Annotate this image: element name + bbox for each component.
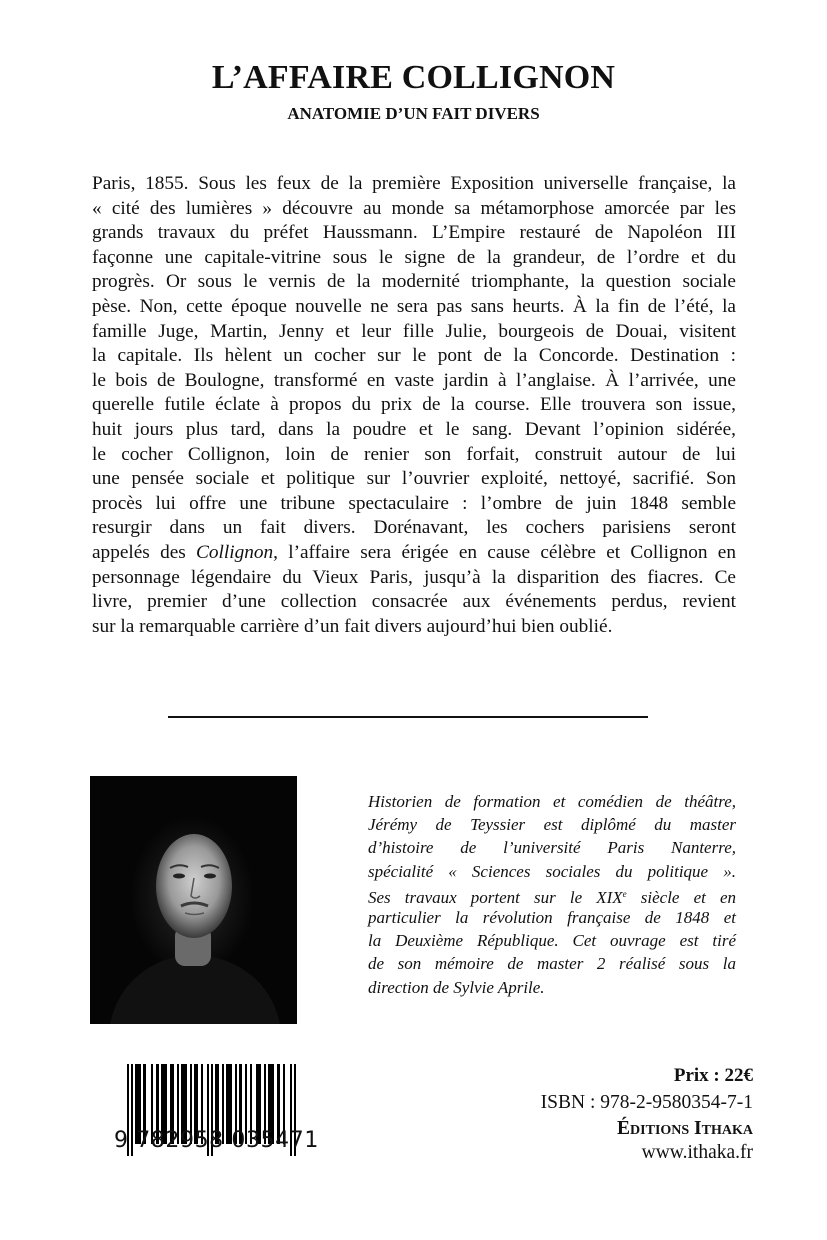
blurb-line-with-italic xyxy=(92,541,736,566)
blurb-line: livre, premier d’une collection consacrée aux événements perdus, revient xyxy=(92,591,736,613)
blurb-line: Paris, 1855. Sous les feux de la première Exposition universelle française, la xyxy=(92,173,736,194)
back-cover-blurb xyxy=(92,172,736,639)
blurb-line: « cité des lumières » découvre au monde sa métamorphose amorcée par les xyxy=(92,197,736,219)
blurb-line: une pensée sociale et politique sur l’ouvrier exploité, nettoyé, sacrifié. Son xyxy=(92,468,736,490)
blurb-line: grands travaux du préfet Haussmann. L’Empire restauré de Napoléon III xyxy=(92,222,736,244)
bio-text: siècle et en xyxy=(626,887,736,907)
bio-line: Historien de formation et comédien de théâtre, xyxy=(368,792,736,811)
publisher-name: Éditions Ithaka xyxy=(617,1118,753,1139)
bio-line: direction de Sylvie Aprile. xyxy=(368,977,545,997)
bio-line: spécialité « Sciences sociales du politique ». xyxy=(368,861,736,881)
bio-line: Jérémy de Teyssier est diplômé du master xyxy=(368,815,736,835)
blurb-text: appelés des xyxy=(92,541,197,563)
book-subtitle: ANATOMIE D’UN FAIT DIVERS xyxy=(287,104,540,123)
century-superscript: e xyxy=(622,888,627,899)
book-title: L’AFFAIRE COLLIGNON xyxy=(211,59,616,96)
blurb-line: procès lui offre une tribune spectaculaire : l’ombre de juin 1848 semble xyxy=(92,492,736,514)
blurb-line: sur la remarquable carrière d’un fait divers aujourd’hui bien oublié. xyxy=(92,615,613,637)
blurb-line: resurgir dans un fait divers. Dorénavant, les cochers parisiens seront xyxy=(92,517,736,539)
price-label: Prix : 22€ xyxy=(673,1065,753,1086)
blurb-line: la capitale. Ils hèlent un cocher sur le pont de la Concorde. Destination : xyxy=(92,345,736,367)
bio-line-with-superscript xyxy=(368,883,736,906)
author-portrait-icon xyxy=(90,776,297,1024)
author-bio xyxy=(368,790,736,999)
bio-text: Ses travaux portent sur le XIX xyxy=(368,887,623,907)
barcode-digits: 9 782958 035471 xyxy=(114,1128,319,1153)
isbn-label: ISBN : 978-2-9580354-7-1 xyxy=(540,1092,753,1113)
blurb-italic-name: Collignon xyxy=(196,541,274,563)
bio-line: la Deuxième République. Cet ouvrage est tiré xyxy=(368,931,736,951)
publication-info xyxy=(453,1063,753,1165)
bio-line: de son mémoire de master 2 réalisé sous la xyxy=(368,954,736,974)
author-photo xyxy=(90,776,297,1024)
blurb-line: querelle futile éclate à propos du prix de la course. Elle trouvera son issue, xyxy=(92,394,736,416)
blurb-line: famille Juge, Martin, Jenny et leur fille Julie, bourgeois de Douai, visitent xyxy=(92,320,736,342)
blurb-text: , l’affaire sera érigée en cause célèbre et Collignon en xyxy=(273,541,736,563)
blurb-line: le cocher Collignon, loin de renier son forfait, construit autour de lui xyxy=(92,443,736,465)
blurb-line: façonne une capitale-vitrine sous le signe de la grandeur, de l’ordre et du xyxy=(92,246,736,268)
blurb-line: personnage légendaire du Vieux Paris, jusqu’à la disparition des fiacres. Ce xyxy=(92,566,736,588)
blurb-line: huit jours plus tard, dans la poudre et le sang. Devant l’opinion sidérée, xyxy=(92,418,736,440)
blurb-line: le bois de Boulogne, transformé en vaste jardin à l’anglaise. À l’arrivée, une xyxy=(92,369,736,391)
bio-line: d’histoire de l’université Paris Nanterre, xyxy=(368,838,736,858)
blurb-line: pèse. Non, cette époque nouvelle ne sera pas sans heurts. À la fin de l’été, la xyxy=(92,295,736,317)
publisher-website-link[interactable]: www.ithaka.fr xyxy=(641,1142,753,1163)
bio-line: particulier la révolution française de 1848 et xyxy=(368,907,736,927)
section-divider xyxy=(168,716,648,718)
blurb-line: progrès. Or sous le vernis de la modernité triomphante, la question sociale xyxy=(92,271,736,293)
